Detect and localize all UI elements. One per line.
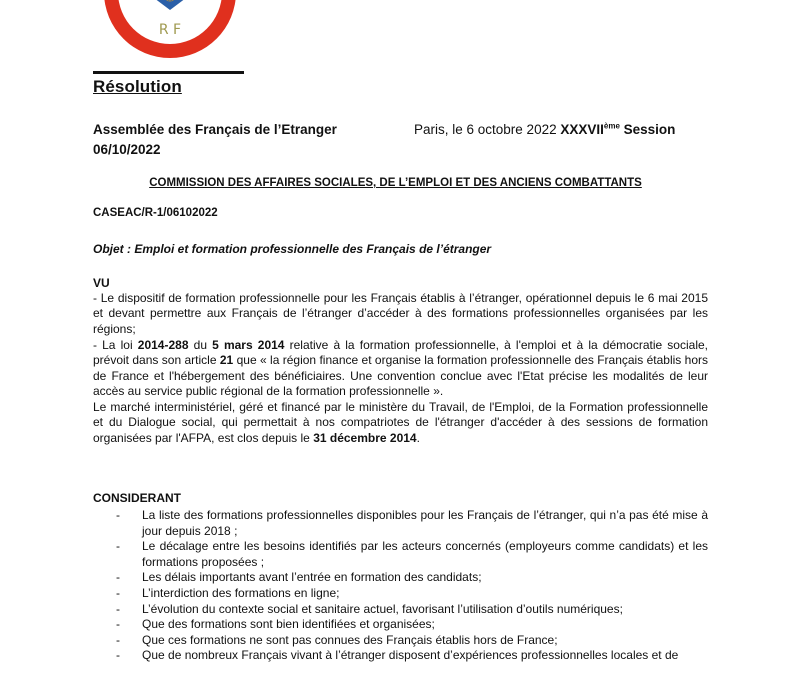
session-ordinal: ème — [603, 121, 620, 131]
text-run: relative à la formation professionnelle, à l'emploi et à la démocratie sociale, prévoit dans son article — [93, 338, 708, 368]
text-run: que « la région finance et organise la formation professionnelle des Français établis hors de France et l'hébergement des bénéficiaires. Une convention conclue avec l'Etat précise les modalités de leur accès au service public régional de la formation professionnelle ». — [93, 353, 708, 399]
list-item-text: Les délais importants avant l’entrée en formation des candidats; — [142, 570, 482, 585]
list-item — [93, 648, 708, 664]
bullet-dash: - — [116, 648, 120, 663]
list-item — [93, 586, 708, 602]
bullet-dash: - — [116, 539, 120, 554]
law-number: 2014-288 — [137, 338, 189, 352]
vu-paragraph-3 — [93, 400, 708, 446]
svg-text:R F: R F — [158, 22, 182, 38]
article-number: 21 — [219, 353, 234, 368]
bullet-dash: - — [116, 632, 120, 647]
list-item-text: L’évolution du contexte social et sanitaire actuel, favorisant l’utilisation d’outils numériques; — [142, 601, 623, 616]
list-item-text: L’interdiction des formations en ligne; — [142, 585, 340, 600]
bullet-dash: - — [116, 570, 120, 585]
place-date: Paris, le 6 octobre 2022 — [414, 122, 561, 137]
session-numeral: XXXVII — [560, 122, 604, 137]
header-issuer — [93, 120, 337, 160]
header-place-session — [414, 120, 675, 140]
reference-number: CASEAC/R-1/06102022 — [93, 207, 218, 219]
closure-date: 31 décembre 2014 — [313, 430, 417, 445]
considerant-heading: CONSIDERANT — [93, 491, 182, 505]
bullet-dash: - — [116, 585, 120, 600]
list-item-text: Que ces formations ne sont pas connues des Français établis hors de France; — [142, 632, 558, 647]
list-item — [93, 539, 708, 570]
subject-line: Objet : Emploi et formation professionnelle des Français de l’étranger — [93, 242, 492, 256]
vu-paragraph-2 — [93, 338, 708, 400]
text-run: du — [188, 338, 213, 352]
list-item — [93, 602, 708, 618]
list-item — [93, 570, 708, 586]
issuer-date: 06/10/2022 — [93, 142, 161, 157]
list-item-text: Le décalage entre les besoins identifiés par les acteurs concernés (employeurs comme candidats) et les formations proposées ; — [142, 539, 708, 569]
list-item-text: La liste des formations professionnelles disponibles pour les Français de l’étranger, qui n’a pas été mise à jour depuis 2018 ; — [142, 508, 708, 538]
text-run: - La loi — [93, 338, 138, 352]
document-title: Résolution — [93, 77, 182, 96]
session-word: Session — [619, 122, 676, 137]
list-item — [93, 617, 708, 633]
considerant-list — [93, 508, 708, 664]
list-item — [93, 508, 708, 539]
text-run: Le marché interministériel, géré et financé par le ministère du Travail, de l'Emploi, de la Formation professionnelle et du Dialogue social, qui permettait à nos compatriotes de l'étranger d'accéder à des sessions de formation organisées par l'AFPA, est clos depuis le — [93, 400, 708, 445]
bullet-dash: - — [116, 508, 120, 522]
header-rule — [93, 71, 244, 74]
law-date: 5 mars 2014 — [212, 338, 285, 352]
vu-paragraph-1: - Le dispositif de formation professionnelle pour les Français établis à l’étranger, opérationnel depuis le 6 mai 2015 et devant permettre aux Français de l’étranger d’accéder à des formations professionnelles organisées par les régions; — [93, 291, 708, 336]
vu-heading: VU — [93, 276, 110, 290]
text-run: . — [416, 430, 420, 445]
rf-emblem-icon — [96, 0, 244, 66]
issuer-name: Assemblée des Français de l’Etranger — [93, 122, 337, 137]
list-item-text: Que de nombreux Français vivant à l’étranger disposent d’expériences professionnelles locales et de — [142, 648, 679, 663]
list-item-text: Que des formations sont bien identifiées et organisées; — [142, 617, 435, 632]
commission-heading: COMMISSION DES AFFAIRES SOCIALES, DE L’EMPLOI ET DES ANCIENS COMBATTANTS — [149, 177, 642, 189]
bullet-dash: - — [116, 617, 120, 632]
list-item — [93, 633, 708, 649]
bullet-dash: - — [116, 601, 120, 616]
